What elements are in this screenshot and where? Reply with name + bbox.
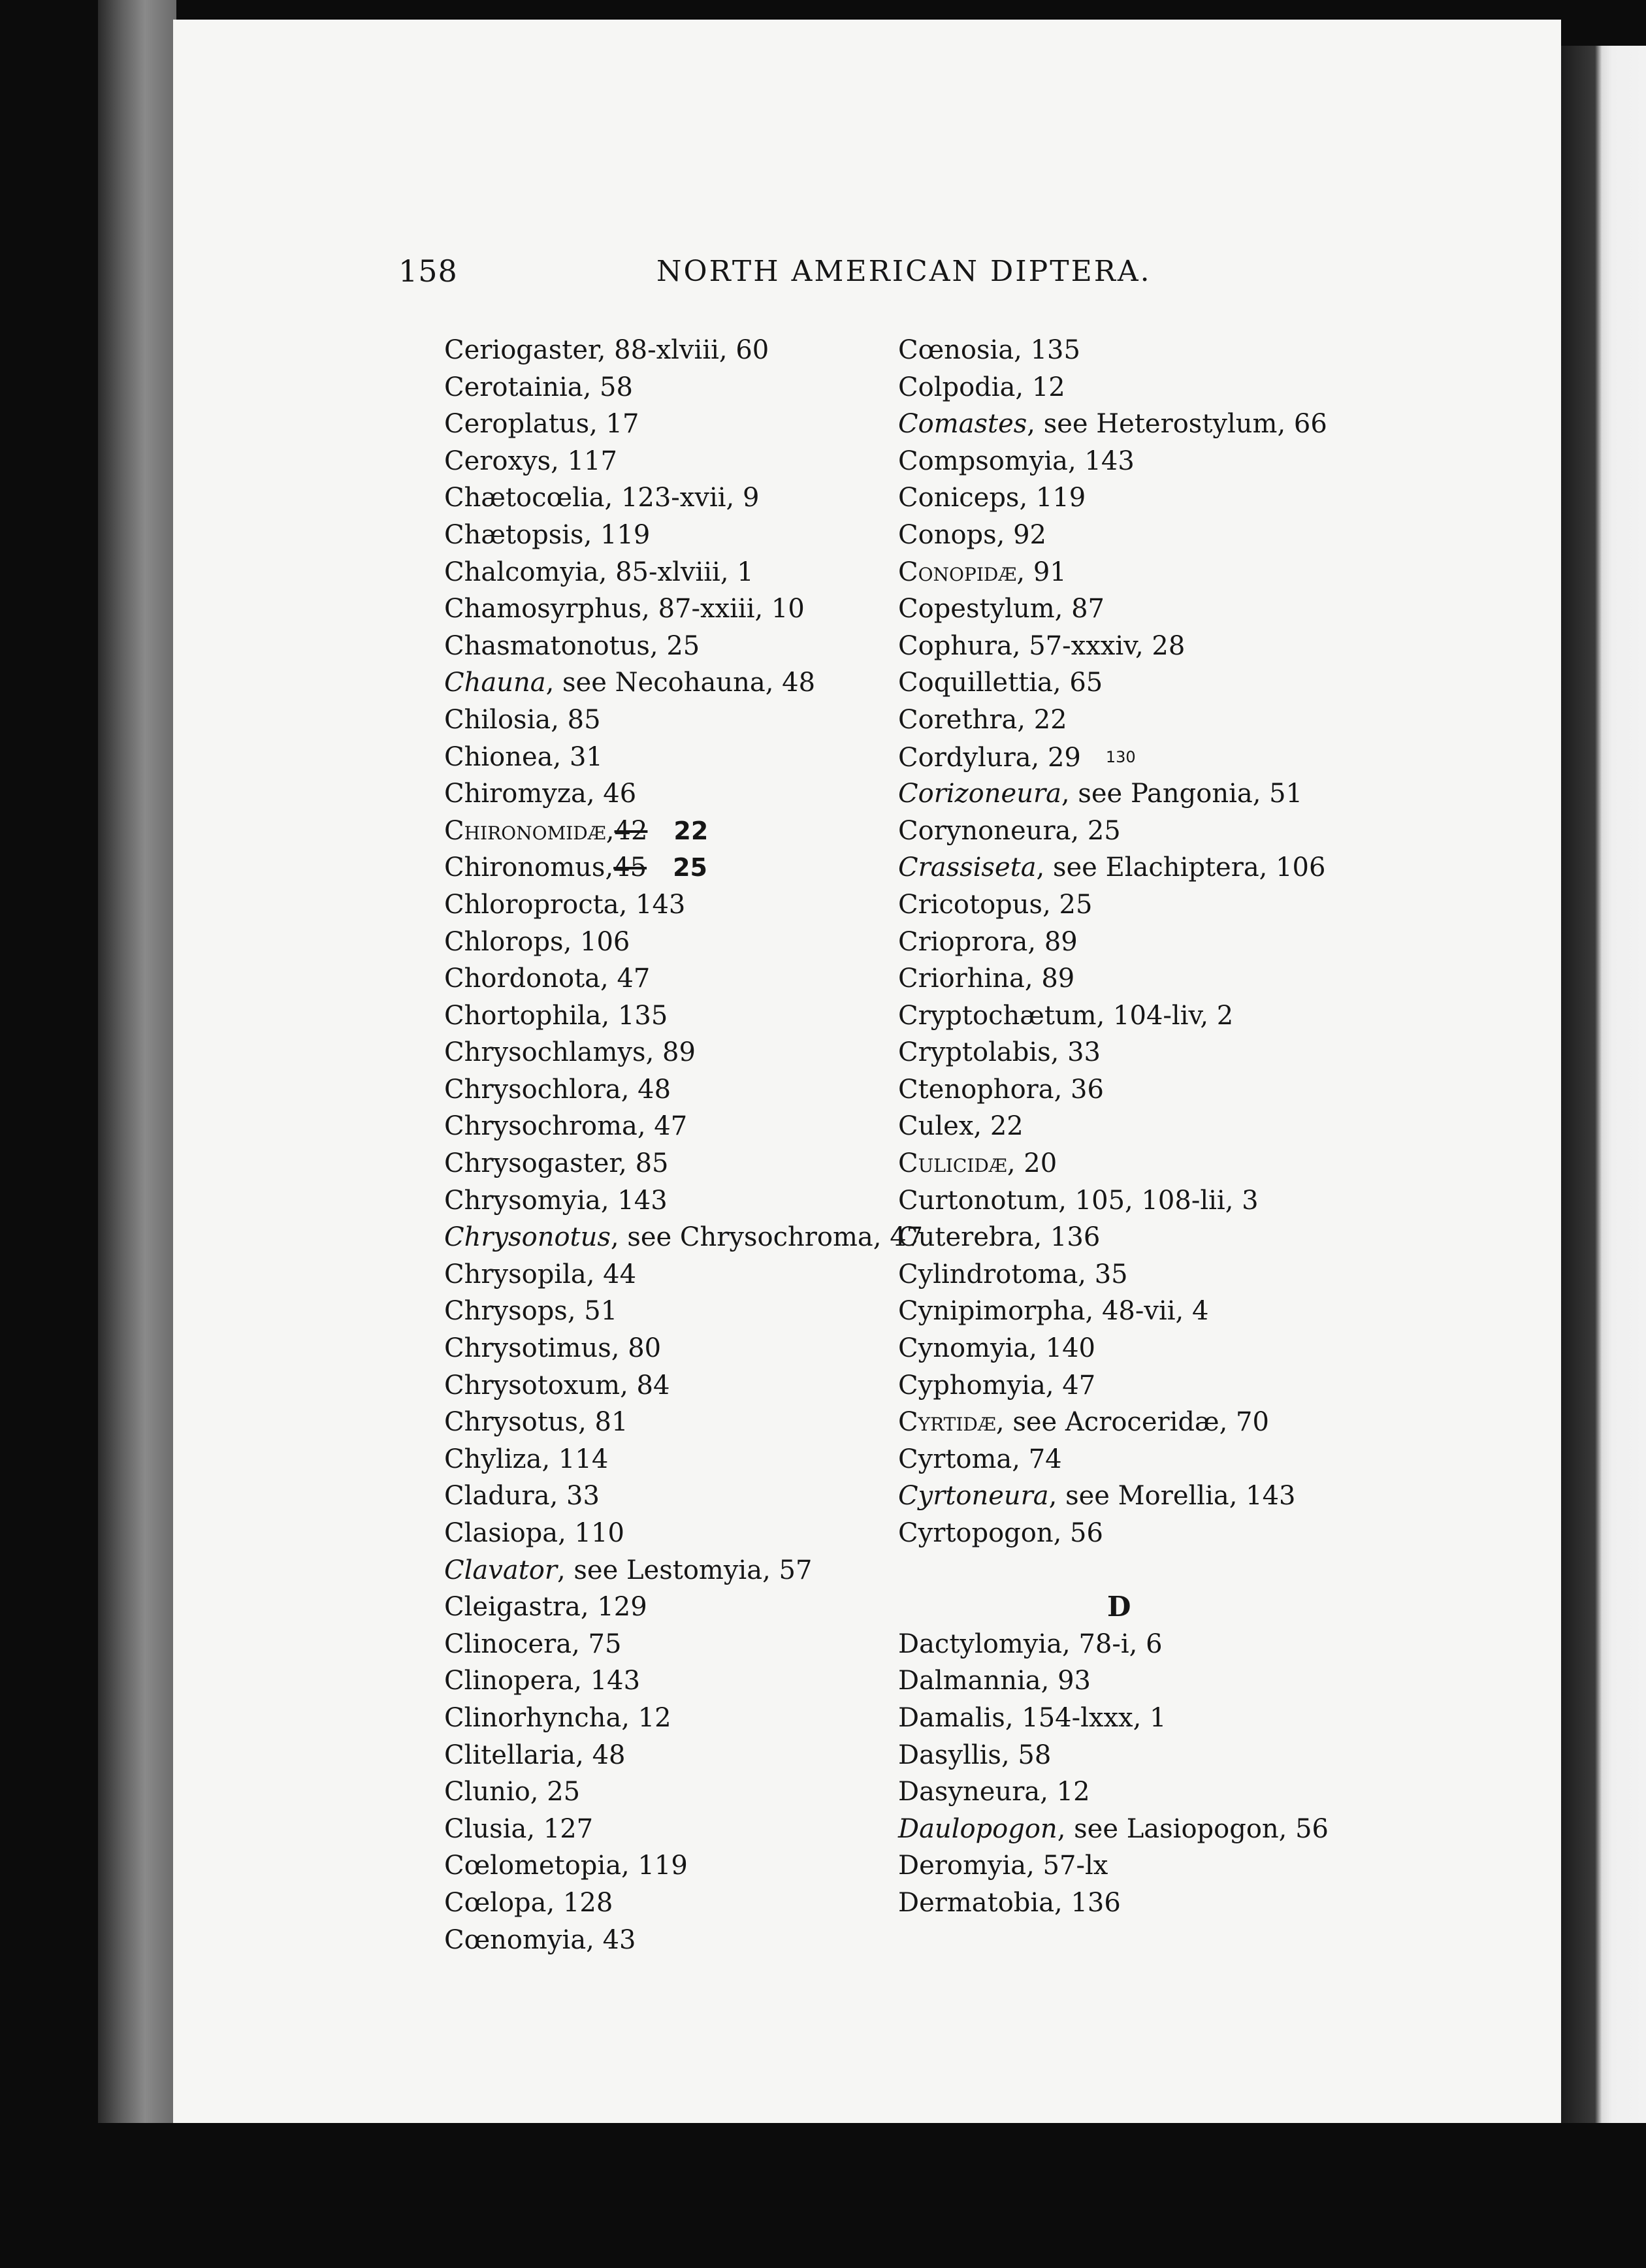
index-entry	[898, 1256, 1395, 1293]
entry-reference: , 25	[1042, 889, 1093, 920]
entry-reference: , 129	[580, 1592, 647, 1623]
entry-reference: , 119	[583, 519, 651, 550]
entry-term: Curtonotum	[898, 1185, 1059, 1216]
entry-term: Chionea	[444, 741, 553, 772]
entry-reference: , 119	[621, 1851, 688, 1881]
entry-reference: , 128	[546, 1887, 613, 1918]
index-entry	[898, 664, 1395, 702]
entry-term: Cleigastra	[444, 1592, 581, 1623]
index-entry	[444, 1626, 947, 1663]
index-entry	[898, 997, 1395, 1035]
entry-term: Dalmannia	[898, 1666, 1041, 1696]
entry-term: Dasyneura	[898, 1777, 1041, 1807]
entry-term: Ceroxys	[444, 446, 551, 476]
entry-reference: , 136	[1033, 1222, 1101, 1253]
entry-reference: , 57-xxxiv, 28	[1012, 630, 1186, 661]
entry-reference: , 12	[1015, 372, 1065, 402]
entry-reference: , see Lasiopogon, 56	[1057, 1813, 1329, 1844]
entry-reference: , 136	[1054, 1887, 1121, 1918]
entry-term: Culex	[898, 1111, 974, 1142]
entry-term: Cerotainia	[444, 372, 583, 402]
entry-term-family: Conopidæ	[898, 557, 1017, 587]
entry-term: Colpodia	[898, 372, 1016, 402]
entry-reference: , see Heterostylum, 66	[1027, 409, 1327, 440]
entry-term-family: Culicidæ	[898, 1148, 1007, 1179]
index-entry	[898, 1404, 1395, 1441]
entry-reference: , 33	[549, 1481, 600, 1512]
struck-page-number: 42	[614, 815, 648, 846]
entry-reference: , 85	[619, 1148, 669, 1179]
index-entry	[444, 1515, 947, 1552]
entry-reference: , 154-lxxx, 1	[1005, 1702, 1167, 1733]
entry-term: Chrysotimus	[444, 1333, 611, 1364]
index-entry	[444, 1441, 947, 1478]
index-entry	[898, 479, 1395, 517]
entry-reference: , 74	[1012, 1444, 1062, 1474]
entry-reference: , 89	[645, 1037, 696, 1068]
index-entry	[444, 997, 947, 1035]
page-number: 158	[398, 253, 458, 289]
entry-reference: , 89	[1024, 964, 1075, 994]
index-entry	[444, 960, 947, 997]
entry-reference: , 85	[551, 704, 601, 735]
entry-term: Chrysogaster	[444, 1148, 619, 1179]
index-entry	[898, 406, 1395, 443]
entry-reference: , 58	[1001, 1740, 1052, 1770]
entry-term: Clusia	[444, 1813, 527, 1844]
index-entry	[444, 406, 947, 443]
entry-reference: , 114	[541, 1444, 609, 1474]
entry-reference: , 92	[996, 519, 1046, 550]
entry-term: Dasyllis	[898, 1740, 1001, 1770]
entry-term: Clinocera	[444, 1628, 572, 1659]
entry-reference: , 12	[1040, 1777, 1090, 1807]
index-entry	[444, 517, 947, 554]
index-entry	[444, 702, 947, 739]
entry-reference: , 123-xvii, 9	[604, 483, 760, 513]
index-entry	[444, 1478, 947, 1515]
entry-reference: , 58	[583, 372, 633, 402]
handwritten-correction: 25	[673, 853, 707, 883]
entry-reference: , 12	[621, 1702, 671, 1733]
entry-term: Compsomyia	[898, 446, 1068, 476]
index-entry	[898, 1774, 1395, 1811]
entry-term: Coniceps	[898, 483, 1020, 513]
handwritten-note: 130	[1105, 747, 1136, 766]
entry-reference: ,	[605, 815, 615, 846]
entry-term: Chrysochroma	[444, 1111, 637, 1142]
entry-term: Chyliza	[444, 1444, 542, 1474]
index-entry	[898, 849, 1395, 886]
index-entry	[444, 1737, 947, 1774]
index-entry	[898, 369, 1395, 406]
entry-reference: , 143	[1068, 446, 1135, 476]
entry-term: Cynipimorpha	[898, 1296, 1086, 1327]
index-entry	[444, 1108, 947, 1145]
entry-reference: , 33	[1050, 1037, 1101, 1068]
index-entry	[898, 1034, 1395, 1071]
entry-term: Chordonota	[444, 964, 601, 994]
entry-reference: , 29	[1031, 742, 1081, 773]
entry-term-italic: Chauna	[444, 668, 546, 698]
entry-reference: , 110	[558, 1518, 624, 1548]
index-entry	[444, 739, 947, 776]
entry-reference: , see Acroceridæ, 70	[995, 1407, 1269, 1438]
book-spine	[98, 0, 176, 2123]
entry-term: Cricotopus	[898, 889, 1043, 920]
entry-term: Chrysopila	[444, 1259, 587, 1289]
index-entry	[444, 1552, 947, 1589]
entry-term: Clinopera	[444, 1666, 574, 1696]
index-entry	[898, 1662, 1395, 1700]
entry-term: Crioprora	[898, 926, 1028, 957]
index-entry	[444, 1885, 947, 1922]
entry-reference: , see Lestomyia, 57	[557, 1555, 813, 1585]
entry-reference: , 56	[1053, 1518, 1103, 1548]
entry-term-italic: Cyrtoneura	[898, 1481, 1049, 1512]
entry-term: Chrysotoxum	[444, 1370, 621, 1401]
index-entry	[898, 1293, 1395, 1330]
entry-term: Chloroprocta	[444, 889, 619, 920]
index-entry	[898, 1441, 1395, 1478]
entry-term: Cordylura	[898, 742, 1031, 773]
entry-term: Copestylum	[898, 594, 1055, 624]
index-entry	[898, 960, 1395, 997]
index-entry	[898, 591, 1395, 628]
entry-term: Cynomyia	[898, 1333, 1029, 1364]
entry-reference: , 87	[1054, 594, 1105, 624]
entry-reference: , 48-vii, 4	[1085, 1296, 1209, 1327]
entry-term: Ceroplatus	[444, 409, 590, 440]
entry-term-italic: Clavator	[444, 1555, 557, 1585]
entry-term: Coquillettia	[898, 668, 1053, 698]
index-entry	[898, 813, 1395, 850]
index-entry	[898, 1182, 1395, 1220]
entry-term-family: Chironomidæ	[444, 815, 606, 846]
index-entry	[898, 1108, 1395, 1145]
entry-term: Corethra	[898, 704, 1018, 735]
entry-term-italic: Crassiseta	[898, 852, 1037, 883]
entry-term: Chiromyza	[444, 779, 587, 809]
entry-reference: , see Morellia, 143	[1048, 1481, 1296, 1512]
entry-reference: , 75	[572, 1628, 622, 1659]
entry-reference: , 47	[1045, 1370, 1096, 1401]
index-entry	[444, 1774, 947, 1811]
index-entry	[444, 1034, 947, 1071]
running-head: NORTH AMERICAN DIPTERA.	[656, 255, 1152, 288]
index-entry	[444, 1145, 947, 1182]
index-entry	[898, 517, 1395, 554]
entry-reference: , 143	[600, 1185, 668, 1216]
entry-term: Chalcomyia	[444, 557, 599, 587]
entry-reference: , 106	[563, 926, 630, 957]
entry-reference: , 143	[619, 889, 686, 920]
index-entry	[444, 813, 947, 850]
index-entry	[898, 1737, 1395, 1774]
entry-reference: , 31	[553, 741, 603, 772]
entry-reference: , 25	[1071, 815, 1121, 846]
entry-reference: , 46	[586, 779, 637, 809]
entry-term: Deromyia	[898, 1851, 1027, 1881]
index-entry	[444, 664, 947, 702]
entry-reference: , 84	[620, 1370, 670, 1401]
index-entry	[444, 924, 947, 961]
index-entry	[444, 849, 947, 886]
index-entry	[898, 1145, 1395, 1182]
entry-term: Corynoneura	[898, 815, 1071, 846]
entry-term: Chilosia	[444, 704, 551, 735]
entry-term: Cyrtopogon	[898, 1518, 1054, 1548]
entry-term-italic: Corizoneura	[898, 779, 1061, 809]
index-entry	[898, 1700, 1395, 1737]
entry-term: Criorhina	[898, 964, 1025, 994]
entry-reference: , 36	[1054, 1074, 1104, 1105]
entry-reference: , 135	[1014, 335, 1080, 365]
index-entry	[444, 443, 947, 480]
entry-term: Chironomus	[444, 852, 605, 883]
entry-reference: , 119	[1019, 483, 1086, 513]
entry-reference: , 117	[551, 446, 617, 476]
entry-term: Cophura	[898, 630, 1012, 661]
entry-reference: , 25	[530, 1777, 581, 1807]
index-entry	[898, 1847, 1395, 1885]
entry-term: Chrysops	[444, 1296, 568, 1327]
entry-term: Cyphomyia	[898, 1370, 1046, 1401]
entry-reference: , 91	[1016, 557, 1067, 587]
index-entry	[444, 628, 947, 665]
index-column-left	[444, 332, 947, 1958]
index-entry	[444, 1662, 947, 1700]
entry-reference: , 143	[573, 1666, 641, 1696]
entry-term: Cœlometopia	[444, 1851, 622, 1881]
entry-reference: , 89	[1027, 926, 1078, 957]
index-entry	[898, 1885, 1395, 1922]
index-entry	[444, 1293, 947, 1330]
entry-term: Clinorhyncha	[444, 1702, 622, 1733]
index-column-right	[898, 332, 1395, 1922]
index-entry	[444, 775, 947, 813]
index-entry	[444, 1922, 947, 1959]
entry-term: Cœlopa	[444, 1887, 547, 1918]
entry-reference: , see Elachiptera, 106	[1036, 852, 1326, 883]
entry-term: Chortophila	[444, 1000, 602, 1031]
entry-term: Chætocœlia	[444, 483, 605, 513]
entry-reference: , 88-xlviii, 60	[597, 335, 769, 365]
entry-reference: , 22	[973, 1111, 1024, 1142]
index-entry	[444, 1811, 947, 1848]
index-entry	[444, 886, 947, 924]
entry-reference: , 47	[600, 964, 651, 994]
entry-reference: , 93	[1041, 1666, 1091, 1696]
entry-reference: , see Necohauna, 48	[545, 668, 816, 698]
entry-reference: , 78-i, 6	[1062, 1628, 1163, 1659]
index-entry	[444, 1256, 947, 1293]
index-entry	[898, 1478, 1395, 1515]
entry-reference: , see Pangonia, 51	[1061, 779, 1303, 809]
entry-term: Chamosyrphus	[444, 594, 642, 624]
entry-reference: , 48	[621, 1074, 671, 1105]
entry-term: Conops	[898, 519, 997, 550]
entry-reference: , see Chrysochroma, 47	[610, 1222, 924, 1253]
index-entry	[898, 775, 1395, 813]
index-entry	[898, 443, 1395, 480]
index-entry	[444, 1367, 947, 1404]
index-entry	[898, 628, 1395, 665]
index-entry	[444, 1330, 947, 1367]
entry-term: Chasmatonotus	[444, 630, 650, 661]
entry-term: Cyrtoma	[898, 1444, 1012, 1474]
entry-term: Clasiopa	[444, 1518, 558, 1548]
entry-term: Cryptochætum	[898, 1000, 1097, 1031]
entry-reference: , 65	[1052, 668, 1103, 698]
index-entry	[444, 1071, 947, 1109]
entry-term-italic: Chrysonotus	[444, 1222, 611, 1253]
entry-term: Damalis	[898, 1702, 1005, 1733]
entry-term: Clunio	[444, 1777, 530, 1807]
index-entry	[898, 554, 1395, 591]
entry-reference: , 127	[526, 1813, 594, 1844]
entry-reference: , 105, 108-lii, 3	[1058, 1185, 1259, 1216]
entry-reference: ,	[605, 852, 614, 883]
entry-reference: , 104-liv, 2	[1096, 1000, 1234, 1031]
struck-page-number: 45	[613, 852, 647, 883]
entry-term: Chrysomyia	[444, 1185, 601, 1216]
entry-term: Ctenophora	[898, 1074, 1054, 1105]
index-entry	[444, 1700, 947, 1737]
handwritten-correction: 22	[673, 816, 709, 845]
entry-reference: , 48	[575, 1740, 626, 1770]
entry-term: Chlorops	[444, 926, 564, 957]
index-entry	[444, 332, 947, 369]
entry-reference: , 81	[578, 1407, 628, 1438]
entry-reference: , 85-xlviii, 1	[598, 557, 754, 587]
index-entry	[444, 1182, 947, 1220]
index-entry	[444, 1847, 947, 1885]
entry-term-italic: Comastes	[898, 409, 1027, 440]
entry-reference: , 87-xxiii, 10	[641, 594, 805, 624]
entry-reference: , 43	[586, 1924, 636, 1955]
entry-reference: , 51	[567, 1296, 618, 1327]
entry-term: Dermatobia	[898, 1887, 1055, 1918]
entry-term: Cuterebra	[898, 1222, 1034, 1253]
entry-term: Dactylomyia	[898, 1628, 1063, 1659]
entry-term: Clitellaria	[444, 1740, 576, 1770]
entry-reference: , 47	[637, 1111, 688, 1142]
index-entry	[444, 369, 947, 406]
index-entry	[444, 1589, 947, 1626]
index-entry	[898, 1367, 1395, 1404]
index-entry	[898, 886, 1395, 924]
index-entry	[898, 1330, 1395, 1367]
index-entry	[444, 479, 947, 517]
index-entry	[898, 1626, 1395, 1663]
entry-reference: , 25	[649, 630, 700, 661]
entry-reference: , 135	[601, 1000, 668, 1031]
entry-term: Chrysochlora	[444, 1074, 621, 1105]
index-entry	[898, 702, 1395, 739]
facing-page-edge	[1561, 46, 1646, 2123]
section-heading-letter: D	[1107, 1591, 1131, 1623]
entry-term-family: Cyrtidæ	[898, 1407, 996, 1438]
entry-term-italic: Daulopogon	[898, 1813, 1057, 1844]
index-entry	[444, 554, 947, 591]
index-entry	[444, 591, 947, 628]
entry-term: Cladura	[444, 1481, 550, 1512]
entry-term: Chrysotus	[444, 1407, 579, 1438]
index-entry	[898, 332, 1395, 369]
index-entry	[898, 1811, 1395, 1848]
entry-term: Cryptolabis	[898, 1037, 1051, 1068]
entry-reference: , 44	[586, 1259, 637, 1289]
entry-term: Cylindrotoma	[898, 1259, 1078, 1289]
entry-term: Chrysochlamys	[444, 1037, 646, 1068]
index-entry	[444, 1404, 947, 1441]
entry-reference: , 20	[1007, 1148, 1057, 1179]
entry-term: Ceriogaster	[444, 335, 598, 365]
entry-term: Cœnomyia	[444, 1924, 587, 1955]
index-entry	[444, 1219, 947, 1256]
index-entry	[898, 1071, 1395, 1109]
entry-reference: , 22	[1017, 704, 1067, 735]
entry-term: Cœnosia	[898, 335, 1014, 365]
entry-reference: , 35	[1078, 1259, 1128, 1289]
entry-reference: , 57-lx	[1026, 1851, 1108, 1881]
entry-reference: , 17	[589, 409, 639, 440]
entry-term: Chætopsis	[444, 519, 584, 550]
entry-reference: , 80	[611, 1333, 662, 1364]
index-entry	[898, 1219, 1395, 1256]
index-entry	[898, 924, 1395, 961]
index-entry	[898, 1515, 1395, 1552]
index-entry	[898, 739, 1395, 776]
entry-reference: , 140	[1029, 1333, 1095, 1364]
